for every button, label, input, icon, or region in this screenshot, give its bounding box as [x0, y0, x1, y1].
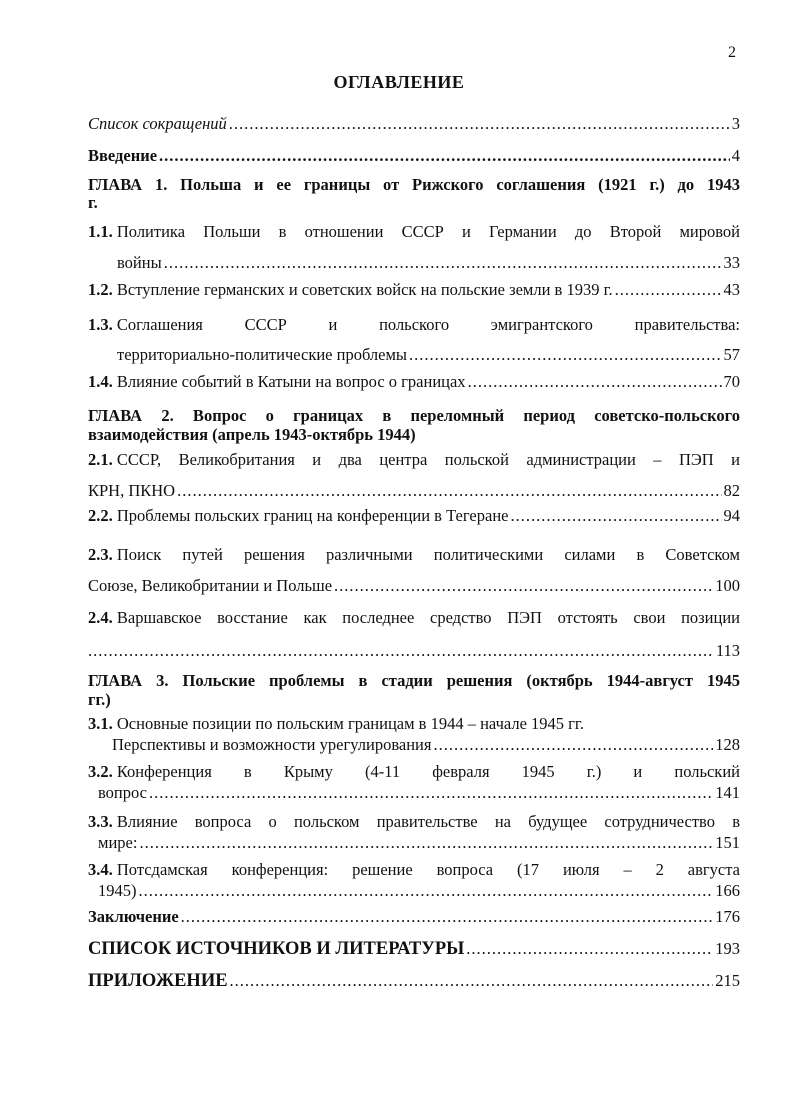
- toc-label: Конференция в Крыму (4-11 февраля 1945 г.) и польский: [116, 762, 740, 781]
- chapter-heading-line: ГЛАВА 1. Польша и ее границы от Рижского соглашения (1921 г.) до 1943: [88, 175, 740, 194]
- toc-page: 94: [723, 506, 740, 525]
- toc-entry-conclusion[interactable]: [88, 907, 740, 939]
- chapter-heading-line: гг.): [88, 690, 111, 709]
- toc-number: 2.1.: [88, 450, 113, 469]
- toc-entry-abbreviations[interactable]: [88, 114, 740, 146]
- toc-page: 166: [715, 881, 740, 900]
- toc-label-cont: КРН, ПКНО: [88, 481, 176, 500]
- toc-page: 57: [723, 345, 740, 364]
- toc-leader: [510, 506, 721, 526]
- toc-page: 113: [715, 641, 740, 660]
- toc-label-cont: вопрос: [98, 783, 147, 802]
- toc-page: 82: [723, 481, 740, 500]
- toc-number: 2.4.: [88, 608, 113, 627]
- toc-number: 3.2.: [88, 762, 113, 781]
- chapter-heading-line: ГЛАВА 2. Вопрос о границах в переломный период советско-польского: [88, 406, 740, 425]
- chapter-2-heading[interactable]: [88, 406, 740, 444]
- toc-label: Список сокращений: [88, 114, 227, 133]
- toc-entry-1-3[interactable]: [88, 310, 740, 372]
- chapter-heading-line: взаимодействия (апрель 1943-октябрь 1944): [88, 425, 416, 444]
- toc-entry-appendix[interactable]: [88, 971, 740, 1003]
- toc-label: Соглашения СССР и польского эмигрантского правительства:: [116, 315, 740, 334]
- toc-number: 3.3.: [88, 812, 113, 831]
- toc-label: Проблемы польских границ на конференции в Тегеране: [116, 506, 509, 525]
- toc-entry-3-4[interactable]: [88, 859, 740, 907]
- toc-number: 2.3.: [88, 545, 113, 564]
- toc-entry-3-1[interactable]: [88, 713, 740, 761]
- toc-number: 3.1.: [88, 714, 113, 733]
- toc-entry-1-4[interactable]: [88, 372, 740, 406]
- chapter-3-heading[interactable]: [88, 671, 740, 713]
- toc-leader: [149, 782, 713, 803]
- toc-entry-1-2[interactable]: [88, 280, 740, 310]
- toc-leader: [468, 372, 722, 392]
- toc-page: 151: [715, 833, 740, 852]
- toc-page: 33: [723, 253, 740, 272]
- toc-label-cont: Союзе, Великобритании и Польше: [88, 576, 333, 595]
- toc-label: Введение: [88, 146, 158, 165]
- chapter-heading-line: ГЛАВА 3. Польские проблемы в стадии решения (октябрь 1944-август 1945: [88, 671, 740, 690]
- toc-label: Основные позиции по польским границам в 1944 – начале 1945 гг.: [116, 714, 584, 733]
- toc-page: 141: [715, 783, 740, 802]
- toc-label: Влияние событий в Катыни на вопрос о границах: [116, 372, 466, 391]
- toc-entry-sources[interactable]: [88, 939, 740, 971]
- toc-page: 43: [723, 280, 740, 299]
- page-title: ОГЛАВЛЕНИЕ: [333, 72, 465, 92]
- toc-label-cont: мире:: [98, 833, 138, 852]
- toc-page: 176: [715, 907, 740, 926]
- toc-label: Поиск путей решения различными политическими силами в Советском: [116, 545, 740, 564]
- chapter-1-heading[interactable]: [88, 176, 740, 216]
- toc-number: 1.4.: [88, 372, 113, 391]
- toc-page: 70: [723, 372, 740, 391]
- toc-leader: [230, 971, 714, 991]
- toc-label: Потсдамская конференция: решение вопроса (17 июля – 2 августа: [116, 860, 740, 879]
- toc-leader: [139, 880, 714, 901]
- toc-leader: [164, 247, 722, 278]
- toc-label: Вступление германских и советских войск на польские земли в 1939 г.: [116, 280, 613, 299]
- toc-leader: [88, 634, 714, 667]
- toc-label: Заключение: [88, 907, 179, 926]
- toc-label-cont: 1945): [98, 881, 137, 900]
- toc-entry-3-3[interactable]: [88, 811, 740, 859]
- toc-label: Влияние вопроса о польском правительстве на будущее сотрудничество в: [116, 812, 740, 831]
- toc-leader: [139, 832, 713, 853]
- table-of-contents: [88, 114, 740, 1003]
- toc-leader: [181, 907, 714, 927]
- toc-page: 4: [731, 146, 740, 165]
- toc-entry-2-3[interactable]: [88, 539, 740, 601]
- toc-entry-2-4[interactable]: [88, 601, 740, 667]
- toc-entry-2-2[interactable]: [88, 506, 740, 539]
- toc-leader: [466, 939, 713, 959]
- toc-leader: [177, 475, 721, 506]
- toc-number: 1.3.: [88, 315, 113, 334]
- toc-entry-1-1[interactable]: [88, 216, 740, 280]
- toc-label: Политика Польши в отношении СССР и Германии до Второй мировой: [116, 222, 740, 241]
- toc-page: 128: [715, 735, 740, 754]
- toc-leader: [409, 340, 721, 370]
- toc-number: 1.1.: [88, 222, 113, 241]
- toc-label-cont: территориально-политические проблемы: [117, 345, 408, 364]
- toc-entry-introduction[interactable]: [88, 146, 740, 176]
- toc-leader: [229, 114, 730, 134]
- toc-label-cont: войны: [117, 253, 162, 272]
- toc-page: 3: [731, 114, 740, 133]
- toc-label: СПИСОК ИСТОЧНИКОВ И ЛИТЕРАТУРЫ: [88, 939, 465, 959]
- toc-leader: [615, 280, 722, 300]
- toc-number: 1.2.: [88, 280, 113, 299]
- toc-number: 3.4.: [88, 860, 113, 879]
- toc-leader: [334, 570, 713, 601]
- chapter-heading-line: г.: [88, 193, 98, 212]
- toc-label: Варшавское восстание как последнее средство ПЭП отстоять свои позиции: [116, 608, 740, 627]
- toc-leader: [433, 734, 713, 755]
- toc-entry-2-1[interactable]: [88, 444, 740, 506]
- page-number: 2: [728, 44, 736, 61]
- toc-entry-3-2[interactable]: [88, 761, 740, 811]
- toc-label-cont: Перспективы и возможности урегулирования: [112, 735, 432, 754]
- toc-page: 100: [715, 576, 740, 595]
- toc-leader: [159, 146, 730, 166]
- toc-page: 215: [715, 971, 740, 990]
- toc-label: СССР, Великобритания и два центра польской администрации – ПЭП и: [116, 450, 740, 469]
- toc-label: ПРИЛОЖЕНИЕ: [88, 971, 228, 991]
- toc-page: 193: [715, 939, 740, 958]
- toc-number: 2.2.: [88, 506, 113, 525]
